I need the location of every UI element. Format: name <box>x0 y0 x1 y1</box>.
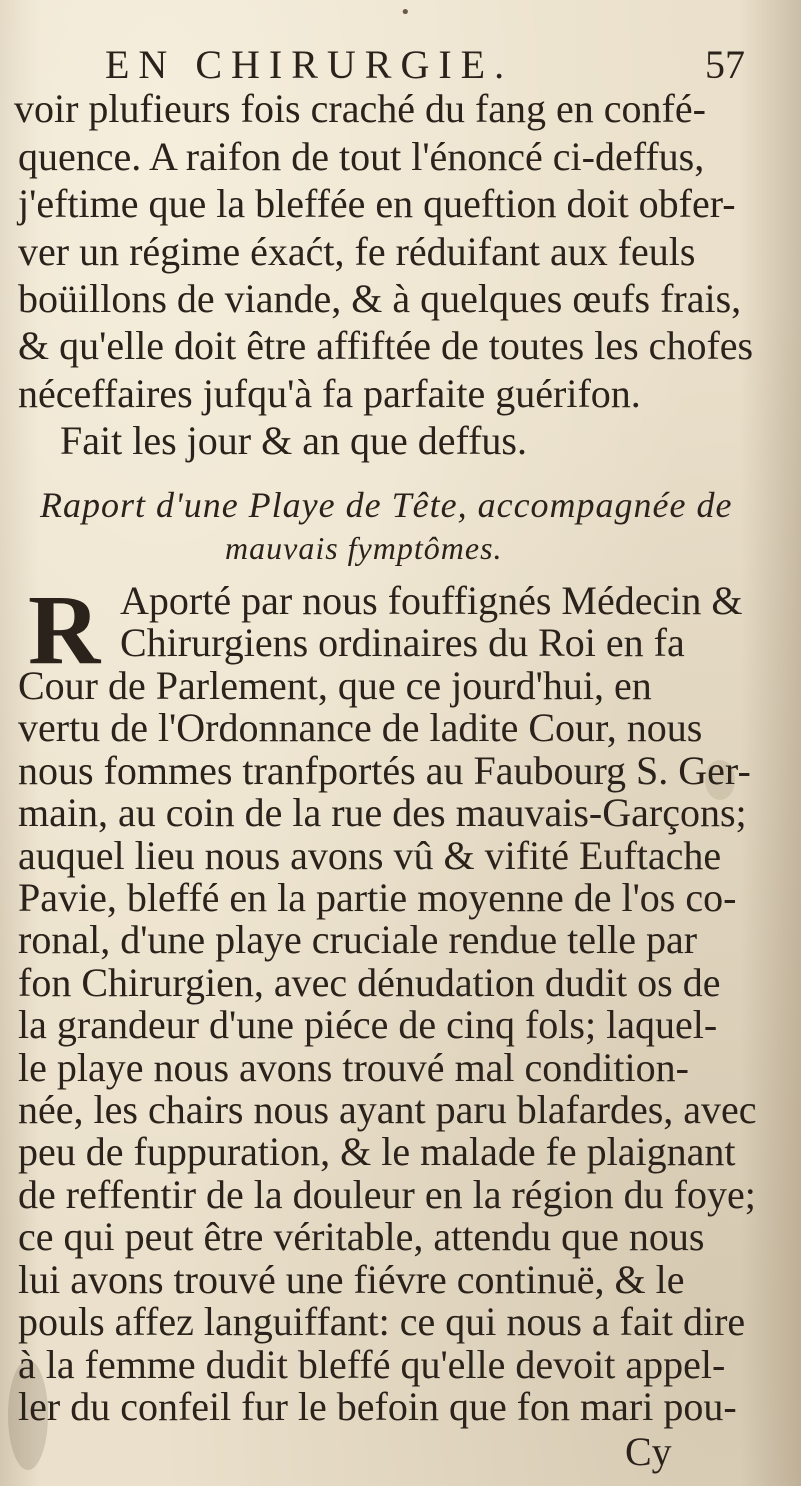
running-head <box>105 40 745 90</box>
closing-line: Fait les jour & an que deffus. <box>60 418 527 463</box>
drop-cap: R <box>28 574 101 685</box>
text-line: quence. A raifon de tout l'énoncé ci-deffus, <box>18 134 705 179</box>
text-line: Chirurgiens ordinaires du Roi en fa <box>120 620 685 666</box>
text-line: auquel lieu nous avons vû & vifité Euftache <box>18 832 722 878</box>
text-line: pouls affez languiffant: ce qui nous a fait dire <box>18 1299 746 1345</box>
text-line: la grandeur d'une piéce de cinq fols; laquel- <box>18 1002 718 1048</box>
catchword: Cy <box>625 1429 672 1474</box>
text-line: peu de fuppuration, & le malade fe plaignant <box>18 1129 736 1175</box>
text-line: Cour de Parlement, que ce jourd'hui, en <box>18 662 652 708</box>
text-line: de reffentir de la douleur en la région du foye; <box>18 1171 756 1217</box>
text-line: main, au coin de la rue des mauvais-Garçons; <box>18 790 747 836</box>
text-line: ver un régime éxaćt, fe réduifant aux feuls <box>18 229 696 274</box>
section-heading-line-1: Raport d'une Playe de Tête, accompagnée de <box>40 485 733 525</box>
text-line: boüillons de viande, & à quelques œufs frais, <box>18 276 742 321</box>
text-line: ler du confeil fur le befoin que fon mari pou- <box>18 1384 737 1429</box>
section-heading-line-2: mauvais fymptômes. <box>225 530 503 566</box>
text-line: le playe nous avons trouvé mal condition- <box>18 1044 689 1090</box>
running-title: EN CHIRURGIE. <box>105 42 514 87</box>
text-line: & qu'elle doit être affiftée de toutes les chofes <box>18 323 754 368</box>
page-number: 57 <box>705 42 745 87</box>
text-line: lui avons trouvé une fiévre continuë, & le <box>18 1256 685 1302</box>
text-line: voir plufieurs fois craché du fang en confé- <box>14 86 706 131</box>
text-line: Pavie, bleffé en la partie moyenne de l'os co- <box>18 874 737 920</box>
text-line: Aporté par nous fouffignés Médecin & <box>120 578 743 623</box>
text-line: à la femme dudit bleffé qu'elle devoit appel- <box>18 1341 726 1387</box>
page-mark: • <box>400 2 411 23</box>
text-line: née, les chairs nous ayant paru blafardes, avec <box>18 1087 757 1133</box>
text-line: vertu de l'Ordonnance de ladite Cour, nous <box>18 705 703 751</box>
text-line: ronal, d'une playe cruciale rendue telle par <box>18 917 698 963</box>
text-line: fon Chirurgien, avec dénudation dudit os de <box>18 959 721 1005</box>
text-line: néceffaires jufqu'à fa parfaite guérifon. <box>18 371 641 416</box>
text-line: j'eftime que la bleffée en queftion doit obfer- <box>18 181 736 226</box>
text-line: nous fommes tranfportés au Faubourg S. Ger- <box>18 747 751 793</box>
text-line: ce qui peut être véritable, attendu que nous <box>18 1214 705 1260</box>
